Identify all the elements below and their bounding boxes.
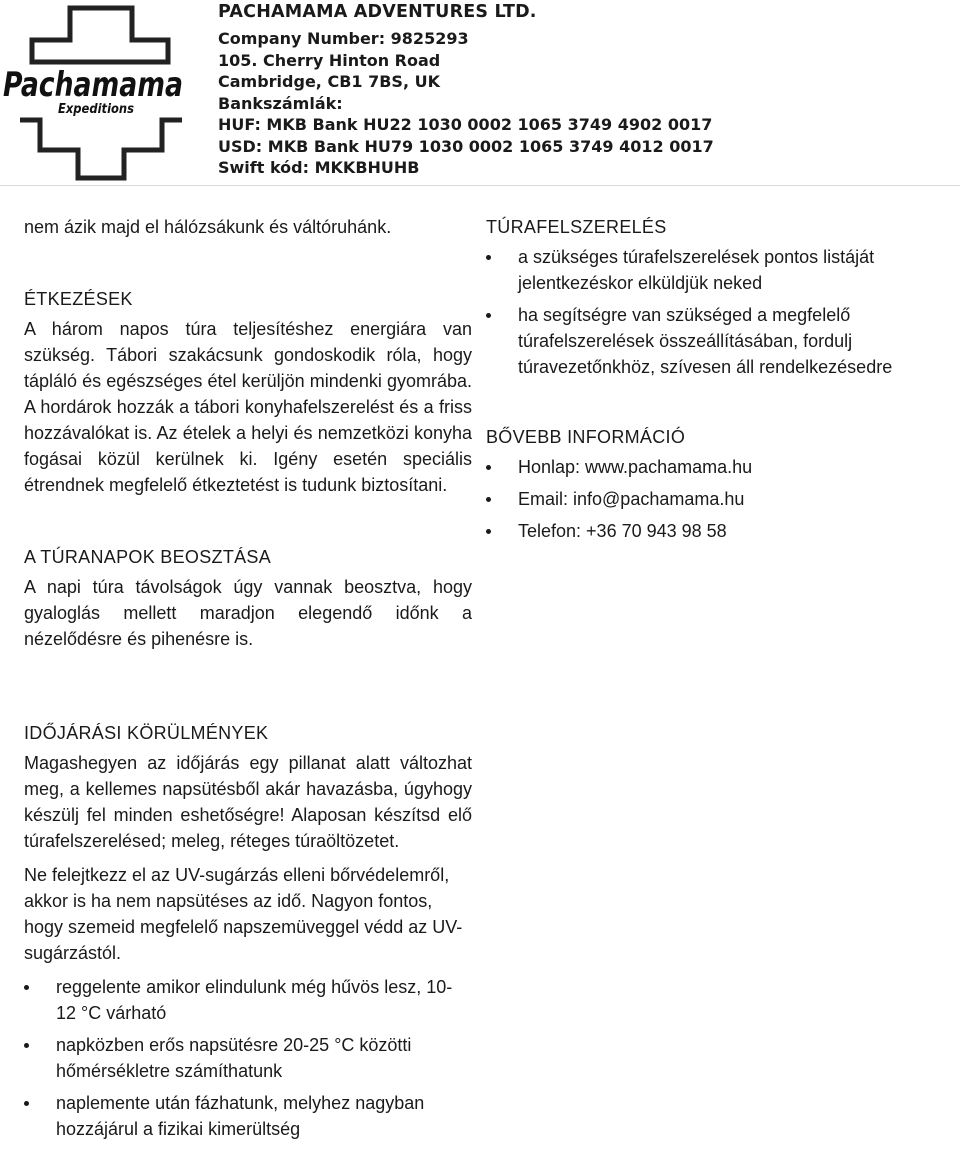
logo-subtitle: Expeditions	[58, 102, 135, 117]
gear-list	[486, 244, 936, 380]
right-column	[486, 214, 936, 544]
food-text: A három napos túra teljesítéshez energiára van szükség. Tábori szakácsunk gondoskodik róla, hogy tápláló és egészséges étel kerüljön mindenki gyomrába. A hordárok hozzák a tábori konyhafelszerelést és a friss hozzávalókat is. Az ételek a helyi és nemzetközi konyha fogásai közül kerülnek ki. Igény esetén speciális étrendnek megfelelő étkeztetést is tudunk biztosítani.	[24, 319, 472, 495]
website-link[interactable]: Honlap: www.pachamama.hu	[518, 457, 753, 477]
huf-account	[218, 114, 714, 136]
left-column	[24, 214, 472, 652]
huf-value: MKB Bank HU22 1030 0002 1065 3749 4902 0017	[266, 115, 713, 134]
bullet-icon	[24, 1101, 29, 1106]
section-title-info: BŐVEBB INFORMÁCIÓ	[486, 427, 686, 447]
usd-value: MKB Bank HU79 1030 0002 1065 3749 4012 0017	[267, 136, 714, 156]
address-line-2: Cambridge, CB1 7BS, UK	[218, 72, 440, 91]
usd-account	[218, 136, 714, 158]
company-name: PACHAMAMA ADVENTURES LTD.	[218, 2, 537, 22]
swift-code	[218, 157, 714, 179]
header-divider	[0, 185, 960, 186]
temperature-list	[24, 974, 472, 1142]
swift-label: Swift kód:	[218, 158, 310, 177]
section-title-gear: TÚRAFELSZERELÉS	[486, 217, 667, 237]
list-item	[486, 454, 936, 480]
huf-label: HUF:	[218, 115, 261, 134]
section-title-days: A TÚRANAPOK BEOSZTÁSA	[24, 547, 272, 567]
company-number: Company Number: 9825293	[218, 29, 469, 48]
bullet-icon	[486, 465, 491, 470]
bullet-icon	[24, 1043, 29, 1048]
list-item	[486, 518, 936, 544]
intro-text: nem ázik majd el hálózsákunk és váltóruhánk.	[24, 217, 392, 237]
days-text: A napi túra távolságok úgy vannak beosztva, hogy gyaloglás mellett maradjon elegendő időnk a nézelődésre és pihenésre is.	[24, 577, 472, 649]
bank-accounts-label: Bankszámlák:	[218, 93, 343, 113]
pachamama-logo	[0, 0, 200, 185]
usd-label: USD:	[218, 136, 263, 156]
bullet-icon	[486, 529, 491, 534]
bullet-icon	[24, 985, 29, 990]
section-title-food: ÉTKEZÉSEK	[24, 289, 133, 309]
list-item: ha segítségre van szükséged a megfelelő túrafelszerelések összeállításában, fordulj túravezetőnkhöz, szívesen áll rendelkezésedre	[486, 302, 936, 380]
company-details	[218, 0, 714, 179]
list-item: napközben erős napsütésre 20-25 °C közötti hőmérsékletre számíthatunk	[24, 1032, 472, 1084]
bullet-icon	[486, 255, 491, 260]
letterhead	[0, 0, 960, 185]
swift-value: MKKBHUHB	[314, 158, 420, 177]
address-line-1: 105. Cherry Hinton Road	[218, 50, 441, 70]
info-list	[486, 454, 936, 544]
list-item: reggelente amikor elindulunk még hűvös lesz, 10-12 °C várható	[24, 974, 472, 1026]
list-item: naplemente után fázhatunk, melyhez nagyban hozzájárul a fizikai kimerültség	[24, 1090, 472, 1142]
bullet-icon	[486, 313, 491, 318]
list-item: a szükséges túrafelszerelések pontos listáját jelentkezéskor elküldjük neked	[486, 244, 936, 296]
section-title-weather: IDŐJÁRÁSI KÖRÜLMÉNYEK	[24, 723, 269, 743]
weather-text-1: Magashegyen az időjárás egy pillanat alatt változhat meg, a kellemes napsütésből akár havazásba, úgyhogy készülj fel minden eshetőségre! Alaposan készítsd elő túrafelszerelésed; meleg, réteges túraöltözetet.	[24, 753, 472, 851]
phone-link[interactable]: Telefon: +36 70 943 98 58	[518, 521, 727, 541]
list-item	[486, 486, 936, 512]
bullet-icon	[486, 497, 491, 502]
email-link[interactable]: Email: info@pachamama.hu	[518, 489, 745, 509]
weather-text-2: Ne felejtkezz el az UV-sugárzás elleni bőrvédelemről, akkor is ha nem napsütéses az idő. Nagyon fontos, hogy szemeid megfelelő napszemüveggel védd az UV-sugárzástól.	[24, 865, 463, 963]
weather-section	[24, 720, 472, 1142]
logo-brand: Pachamama	[3, 65, 183, 105]
